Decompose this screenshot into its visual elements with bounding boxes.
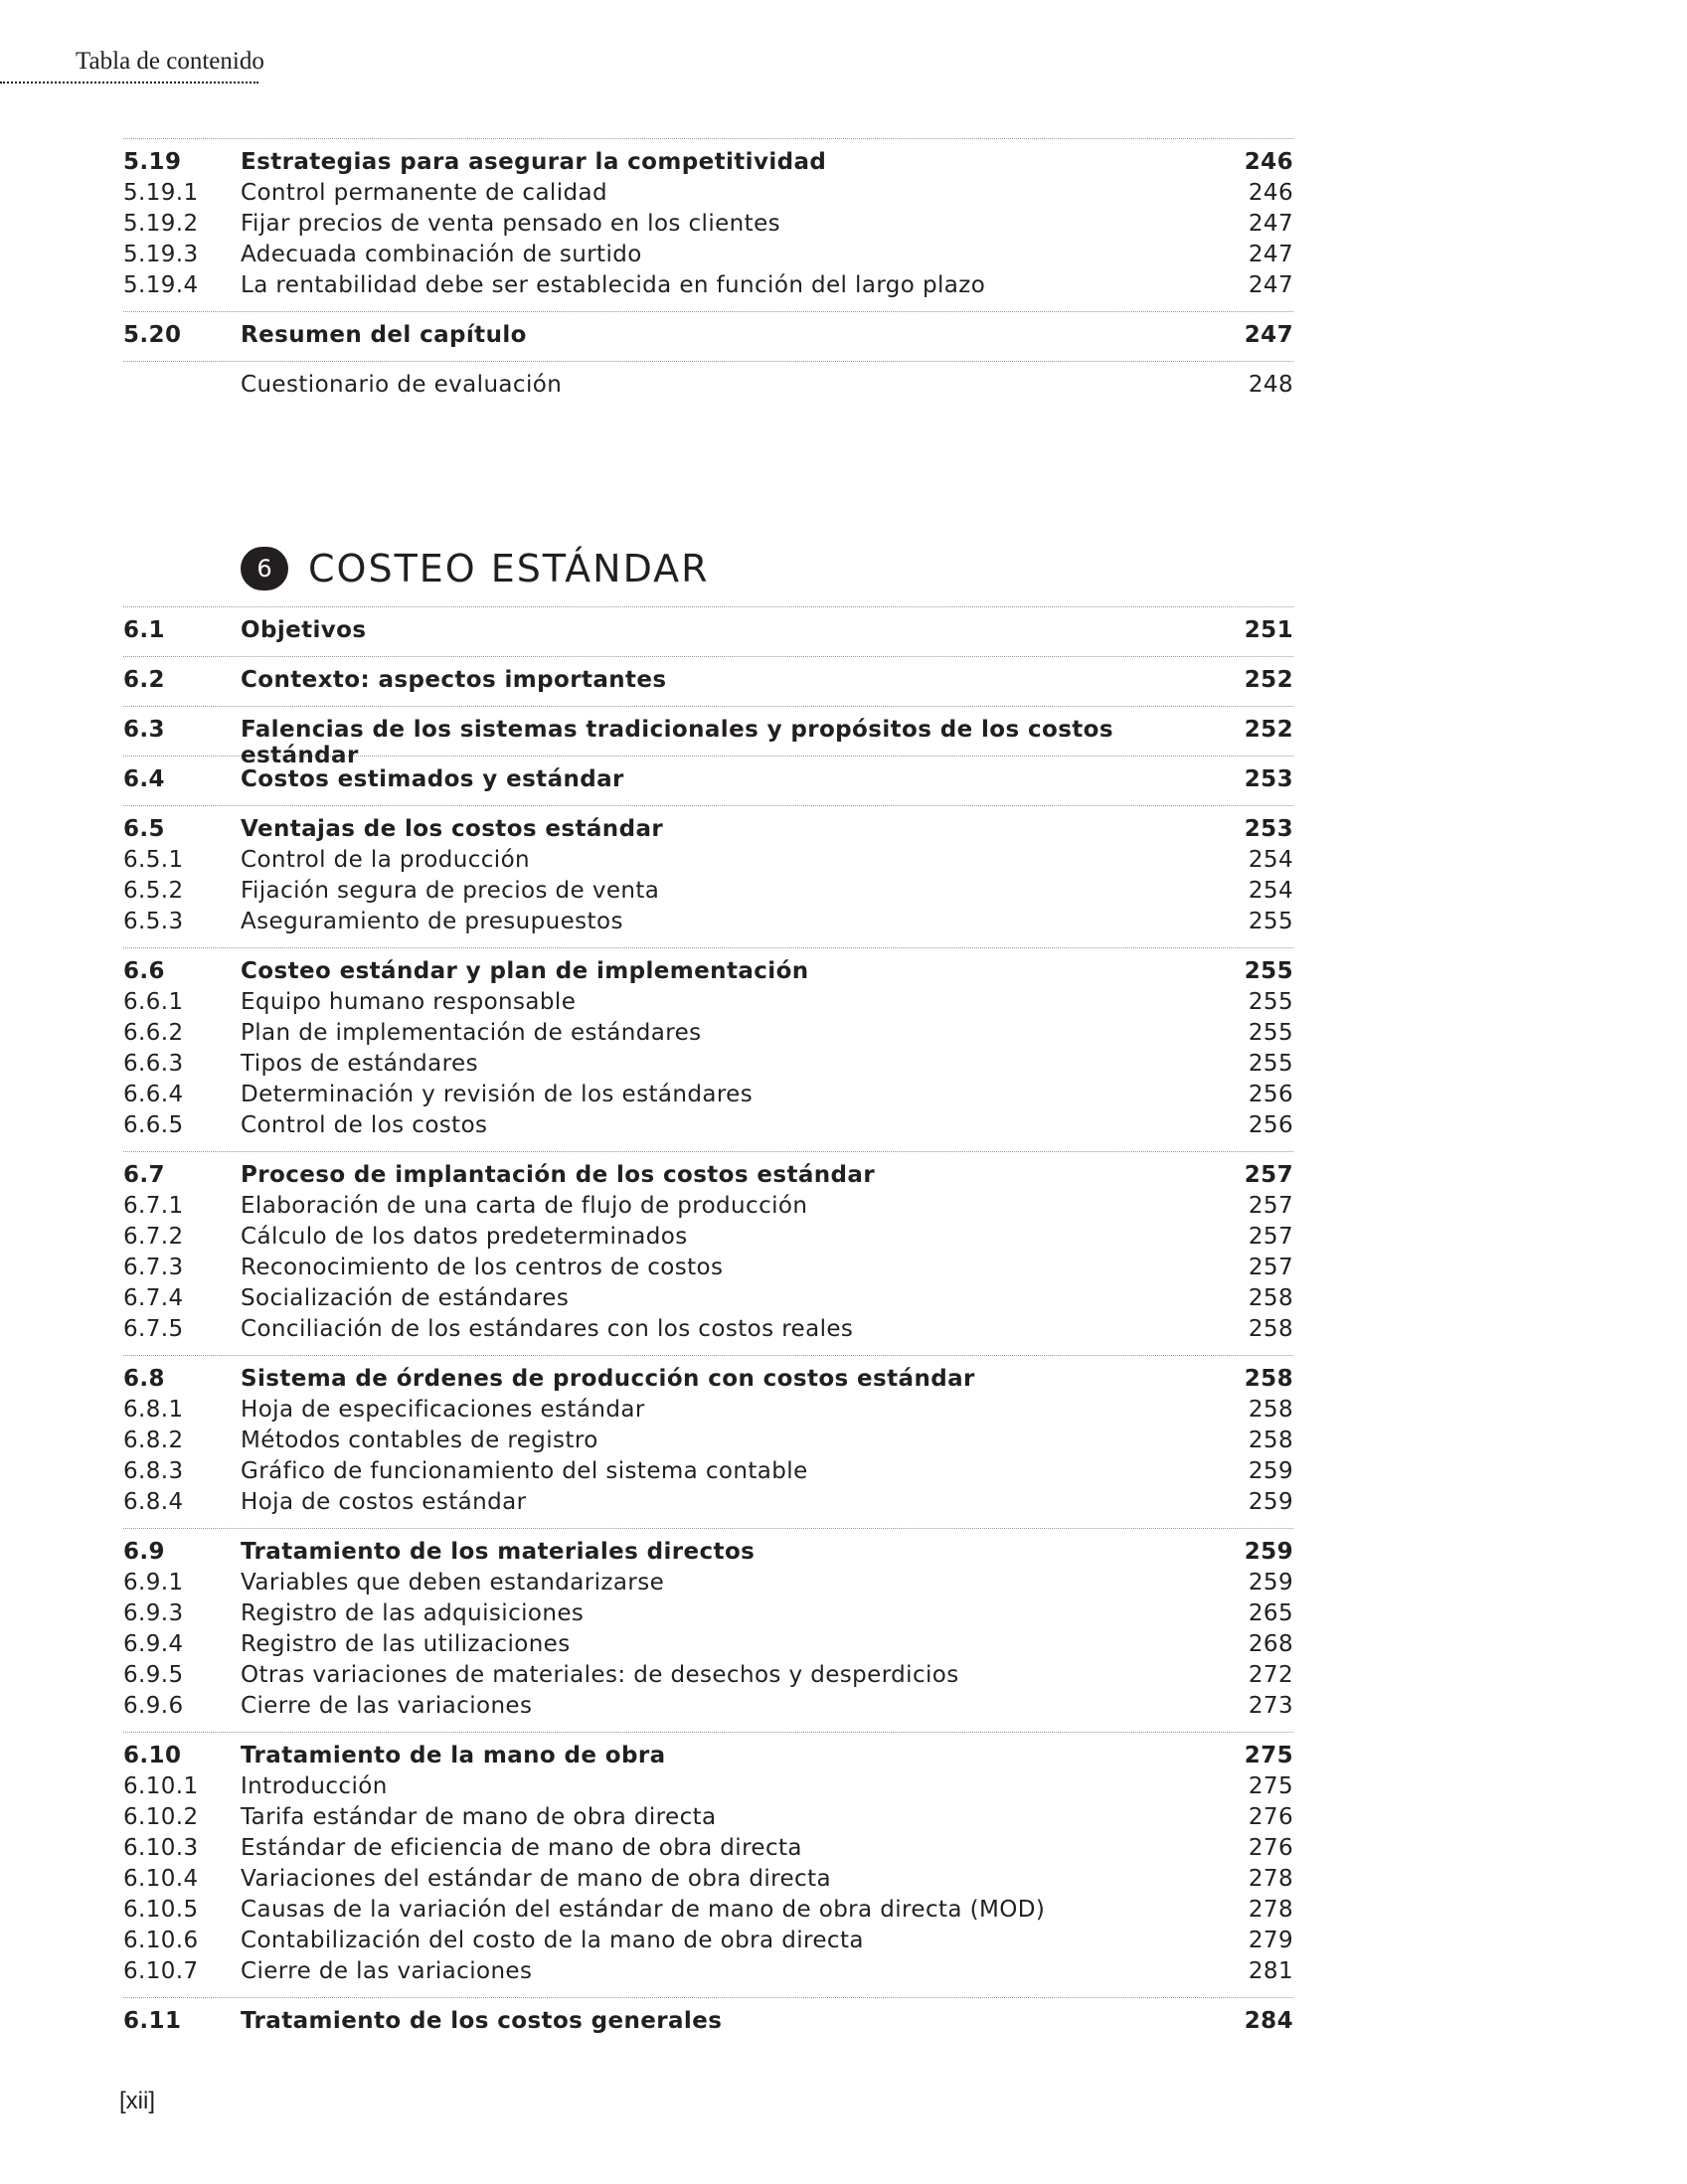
- toc-entry-sub[interactable]: [123, 1285, 1293, 1316]
- toc-entry-sub[interactable]: [123, 989, 1293, 1020]
- entry-number: 6.6.5: [123, 1112, 184, 1138]
- toc-entry-sub[interactable]: [123, 1835, 1293, 1866]
- entry-page: 258: [1248, 1316, 1293, 1342]
- toc-entry-sub[interactable]: [123, 242, 1293, 272]
- entry-title: Tipos de estándares: [241, 1051, 478, 1077]
- entry-title: Variaciones del estándar de mano de obra directa: [241, 1866, 832, 1892]
- toc-group: [123, 947, 1293, 1151]
- entry-number: 6.10.4: [123, 1866, 199, 1892]
- entry-title: Reconocimiento de los centros de costos: [241, 1255, 724, 1280]
- entry-title: Resumen del capítulo: [241, 322, 527, 348]
- entry-title: Tarifa estándar de mano de obra directa: [241, 1804, 717, 1830]
- toc-entry-sub[interactable]: [123, 1662, 1293, 1693]
- entry-page: 256: [1248, 1112, 1293, 1138]
- entry-page: 256: [1248, 1082, 1293, 1107]
- running-head-rule: [0, 82, 258, 84]
- toc-entry-sub[interactable]: [123, 1397, 1293, 1428]
- toc-entry-sub[interactable]: [123, 372, 1293, 403]
- entry-number: 6.9.6: [123, 1693, 184, 1719]
- toc-entry-sub[interactable]: [123, 1804, 1293, 1835]
- entry-number: 6.8.2: [123, 1428, 184, 1453]
- entry-title: Tratamiento de los costos generales: [241, 2008, 723, 2034]
- entry-page: 255: [1248, 1020, 1293, 1046]
- entry-number: 6.7.3: [123, 1255, 184, 1280]
- entry-page: 275: [1244, 1743, 1293, 1768]
- toc-entry-sub[interactable]: [123, 1428, 1293, 1458]
- entry-title: Registro de las utilizaciones: [241, 1631, 571, 1657]
- entry-number: 5.19.4: [123, 272, 199, 298]
- entry-number: 6.9.3: [123, 1600, 184, 1626]
- entry-number: 6.7.4: [123, 1285, 184, 1311]
- toc-entry-sub[interactable]: [123, 1112, 1293, 1143]
- entry-page: 248: [1248, 372, 1293, 398]
- entry-page: 252: [1244, 667, 1293, 693]
- entry-title: Variables que deben estandarizarse: [241, 1570, 665, 1596]
- entry-title: Hoja de costos estándar: [241, 1489, 527, 1515]
- entry-number: 5.19: [123, 149, 182, 175]
- toc-entry-sub[interactable]: [123, 1958, 1293, 1989]
- entry-title: Conciliación de los estándares con los costos reales: [241, 1316, 854, 1342]
- entry-title: Cálculo de los datos predeterminados: [241, 1224, 688, 1250]
- toc-entry-sub[interactable]: [123, 1458, 1293, 1489]
- chapter-heading: [241, 547, 710, 590]
- toc-group: [123, 606, 1293, 656]
- entry-title: Cuestionario de evaluación: [241, 372, 563, 398]
- entry-page: 253: [1244, 816, 1293, 842]
- entry-title: Socialización de estándares: [241, 1285, 570, 1311]
- entry-number: 6.6.1: [123, 989, 184, 1015]
- entry-title: Costeo estándar y plan de implementación: [241, 958, 809, 984]
- entry-title: Plan de implementación de estándares: [241, 1020, 702, 1046]
- toc-entry-sub[interactable]: [123, 1051, 1293, 1082]
- entry-page: 278: [1248, 1866, 1293, 1892]
- entry-number: 5.20: [123, 322, 182, 348]
- entry-number: 6.11: [123, 2008, 182, 2034]
- entry-title: Tratamiento de la mano de obra: [241, 1743, 666, 1768]
- entry-number: 5.19.2: [123, 211, 199, 237]
- entry-number: 6.7.2: [123, 1224, 184, 1250]
- entry-page: 257: [1248, 1224, 1293, 1250]
- toc-group: [123, 805, 1293, 947]
- entry-title: Sistema de órdenes de producción con costos estándar: [241, 1366, 975, 1392]
- entry-page: 258: [1244, 1366, 1293, 1392]
- toc-entry-main[interactable]: [123, 766, 1293, 797]
- entry-number: 6.4: [123, 766, 165, 792]
- entry-title: Registro de las adquisiciones: [241, 1600, 585, 1626]
- toc-group: [123, 706, 1293, 768]
- entry-page: 278: [1248, 1897, 1293, 1923]
- entry-title: Determinación y revisión de los estándares: [241, 1082, 754, 1107]
- entry-title: Proceso de implantación de los costos estándar: [241, 1162, 876, 1188]
- entry-title: Cierre de las variaciones: [241, 1958, 533, 1984]
- running-head: Tabla de contenido: [76, 48, 264, 75]
- toc-entry-main[interactable]: [123, 958, 1293, 989]
- entry-page: 273: [1248, 1693, 1293, 1719]
- entry-title: Control permanente de calidad: [241, 180, 608, 206]
- entry-number: 6.5.1: [123, 847, 184, 873]
- entry-page: 254: [1248, 847, 1293, 873]
- entry-number: 6.7.1: [123, 1193, 184, 1219]
- entry-page: 253: [1244, 766, 1293, 792]
- entry-number: 6.10.5: [123, 1897, 199, 1923]
- toc-entry-main[interactable]: [123, 1743, 1293, 1773]
- entry-title: Hoja de especificaciones estándar: [241, 1397, 645, 1423]
- toc-group: [123, 1528, 1293, 1732]
- toc-entry-main[interactable]: [123, 2008, 1293, 2039]
- entry-number: 6.10.7: [123, 1958, 199, 1984]
- entry-page: 268: [1248, 1631, 1293, 1657]
- entry-title: Ventajas de los costos estándar: [241, 816, 664, 842]
- entry-page: 265: [1248, 1600, 1293, 1626]
- entry-number: 6.8.4: [123, 1489, 184, 1515]
- entry-number: 6.6.3: [123, 1051, 184, 1077]
- entry-title: Control de los costos: [241, 1112, 488, 1138]
- toc-entry-sub[interactable]: [123, 878, 1293, 909]
- toc-entry-sub[interactable]: [123, 1193, 1293, 1224]
- entry-number: 5.19.3: [123, 242, 199, 267]
- toc-entry-sub[interactable]: [123, 1631, 1293, 1662]
- entry-title: Otras variaciones de materiales: de desechos y desperdicios: [241, 1662, 959, 1688]
- entry-page: 258: [1248, 1285, 1293, 1311]
- entry-page: 275: [1248, 1773, 1293, 1799]
- entry-title: Contabilización del costo de la mano de obra directa: [241, 1928, 864, 1953]
- toc-group: [123, 1732, 1293, 1997]
- entry-page: 258: [1248, 1397, 1293, 1423]
- toc-entry-main[interactable]: [123, 1366, 1293, 1397]
- toc-group: [123, 1151, 1293, 1355]
- entry-page: 259: [1248, 1458, 1293, 1484]
- toc-group: [123, 138, 1293, 311]
- entry-page: 281: [1248, 1958, 1293, 1984]
- entry-number: 6.5: [123, 816, 165, 842]
- entry-number: 6.10: [123, 1743, 182, 1768]
- entry-page: 257: [1244, 1162, 1293, 1188]
- entry-title: Control de la producción: [241, 847, 531, 873]
- entry-title: Fijar precios de venta pensado en los clientes: [241, 211, 781, 237]
- toc-group: [123, 656, 1293, 706]
- entry-page: 246: [1248, 180, 1293, 206]
- toc-entry-main[interactable]: [123, 717, 1293, 768]
- entry-page: 284: [1244, 2008, 1293, 2034]
- entry-page: 251: [1244, 617, 1293, 643]
- entry-title: Estrategias para asegurar la competitividad: [241, 149, 827, 175]
- entry-number: 6.5.2: [123, 878, 184, 904]
- entry-number: 6.10.6: [123, 1928, 199, 1953]
- entry-page: 272: [1248, 1662, 1293, 1688]
- toc-group: [123, 1997, 1293, 2047]
- entry-page: 259: [1248, 1489, 1293, 1515]
- entry-page: 254: [1248, 878, 1293, 904]
- toc-section-6: [123, 606, 1293, 2047]
- toc-entry-main[interactable]: [123, 617, 1293, 648]
- entry-title: Contexto: aspectos importantes: [241, 667, 667, 693]
- entry-page: 276: [1248, 1804, 1293, 1830]
- toc-entry-sub[interactable]: [123, 1928, 1293, 1958]
- entry-page: 255: [1248, 1051, 1293, 1077]
- chapter-title: COSTEO ESTÁNDAR: [308, 547, 710, 590]
- entry-page: 259: [1248, 1570, 1293, 1596]
- entry-number: 6.9.4: [123, 1631, 184, 1657]
- entry-page: 246: [1244, 149, 1293, 175]
- entry-page: 247: [1248, 272, 1293, 298]
- entry-title: Elaboración de una carta de flujo de producción: [241, 1193, 808, 1219]
- entry-page: 259: [1244, 1539, 1293, 1565]
- entry-title: Cierre de las variaciones: [241, 1693, 533, 1719]
- entry-title: Equipo humano responsable: [241, 989, 577, 1015]
- entry-title: Estándar de eficiencia de mano de obra directa: [241, 1835, 802, 1861]
- entry-title: Objetivos: [241, 617, 367, 643]
- entry-title: Adecuada combinación de surtido: [241, 242, 642, 267]
- toc-entry-sub[interactable]: [123, 1693, 1293, 1724]
- toc-entry-sub[interactable]: [123, 1255, 1293, 1285]
- toc-entry-sub[interactable]: [123, 1224, 1293, 1255]
- entry-number: 6.10.2: [123, 1804, 199, 1830]
- entry-page: 257: [1248, 1193, 1293, 1219]
- entry-number: 6.9.5: [123, 1662, 184, 1688]
- entry-page: 255: [1248, 989, 1293, 1015]
- entry-number: 6.8.1: [123, 1397, 184, 1423]
- entry-page: 255: [1248, 909, 1293, 934]
- toc-entry-sub[interactable]: [123, 272, 1293, 303]
- toc-entry-sub[interactable]: [123, 1316, 1293, 1347]
- toc-entry-sub[interactable]: [123, 1570, 1293, 1600]
- toc-entry-sub[interactable]: [123, 1489, 1293, 1520]
- entry-title: Costos estimados y estándar: [241, 766, 624, 792]
- toc-entry-sub[interactable]: [123, 1020, 1293, 1051]
- entry-title: Introducción: [241, 1773, 388, 1799]
- toc-group: [123, 361, 1293, 411]
- toc-entry-main[interactable]: [123, 322, 1293, 353]
- toc-entry-main[interactable]: [123, 149, 1293, 180]
- toc-entry-sub[interactable]: [123, 180, 1293, 211]
- toc-entry-main[interactable]: [123, 667, 1293, 698]
- entry-number: 6.9: [123, 1539, 165, 1565]
- chapter-number-badge: 6: [241, 547, 288, 590]
- entry-page: 252: [1244, 717, 1293, 743]
- entry-title: La rentabilidad debe ser establecida en función del largo plazo: [241, 272, 986, 298]
- entry-title: Causas de la variación del estándar de mano de obra directa (MOD): [241, 1897, 1046, 1923]
- entry-page: 258: [1248, 1428, 1293, 1453]
- entry-number: 6.1: [123, 617, 165, 643]
- entry-number: 6.10.1: [123, 1773, 199, 1799]
- entry-number: 6.7: [123, 1162, 165, 1188]
- entry-title: Métodos contables de registro: [241, 1428, 598, 1453]
- entry-page: 255: [1244, 958, 1293, 984]
- toc-entry-sub[interactable]: [123, 1082, 1293, 1112]
- entry-number: 6.7.5: [123, 1316, 184, 1342]
- toc-entry-sub[interactable]: [123, 1773, 1293, 1804]
- toc-entry-sub[interactable]: [123, 211, 1293, 242]
- page-folio: [xii]: [119, 2088, 155, 2114]
- entry-number: 6.6: [123, 958, 165, 984]
- entry-number: 6.9.1: [123, 1570, 184, 1596]
- toc-entry-sub[interactable]: [123, 1866, 1293, 1897]
- entry-title: Fijación segura de precios de venta: [241, 878, 660, 904]
- toc-entry-main[interactable]: [123, 1539, 1293, 1570]
- entry-number: 6.8: [123, 1366, 165, 1392]
- entry-page: 247: [1248, 242, 1293, 267]
- entry-page: 257: [1248, 1255, 1293, 1280]
- entry-number: 6.8.3: [123, 1458, 184, 1484]
- toc-group: [123, 311, 1293, 361]
- entry-number: 6.2: [123, 667, 165, 693]
- toc-entry-main[interactable]: [123, 816, 1293, 847]
- entry-title: Falencias de los sistemas tradicionales y propósitos de los costos estándar: [241, 717, 1113, 768]
- entry-number: 6.5.3: [123, 909, 184, 934]
- entry-title: Gráfico de funcionamiento del sistema contable: [241, 1458, 808, 1484]
- toc-entry-sub[interactable]: [123, 847, 1293, 878]
- toc-section-5: [123, 138, 1293, 411]
- entry-number: 6.10.3: [123, 1835, 199, 1861]
- toc-group: [123, 1355, 1293, 1528]
- entry-number: 6.6.2: [123, 1020, 184, 1046]
- entry-page: 247: [1244, 322, 1293, 348]
- entry-number: 6.3: [123, 717, 165, 743]
- entry-page: 276: [1248, 1835, 1293, 1861]
- toc-entry-sub[interactable]: [123, 909, 1293, 939]
- entry-page: 279: [1248, 1928, 1293, 1953]
- entry-title: Aseguramiento de presupuestos: [241, 909, 623, 934]
- toc-entry-sub[interactable]: [123, 1897, 1293, 1928]
- toc-entry-sub[interactable]: [123, 1600, 1293, 1631]
- entry-page: 247: [1248, 211, 1293, 237]
- entry-title: Tratamiento de los materiales directos: [241, 1539, 756, 1565]
- toc-entry-main[interactable]: [123, 1162, 1293, 1193]
- entry-number: 5.19.1: [123, 180, 199, 206]
- entry-number: 6.6.4: [123, 1082, 184, 1107]
